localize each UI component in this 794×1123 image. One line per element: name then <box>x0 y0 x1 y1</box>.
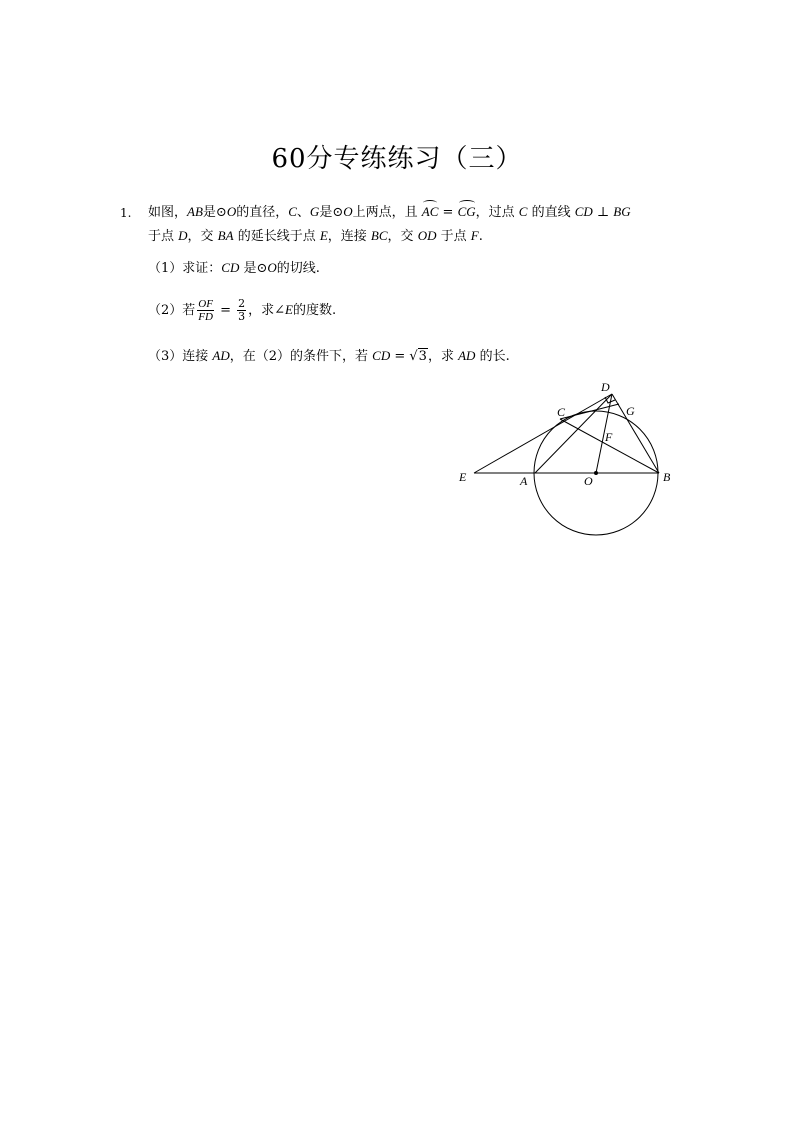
text: 的切线. <box>276 261 320 276</box>
line-bc: BC <box>370 228 388 243</box>
line-cd: CD <box>372 348 391 363</box>
problem-number: 1. <box>120 206 132 220</box>
equals-sign: = <box>438 205 458 220</box>
question-2 <box>148 298 336 323</box>
text: 是 <box>202 205 216 220</box>
equals-sign: = <box>215 303 236 318</box>
text: ，求∠ <box>248 303 286 318</box>
problem-line-2 <box>148 227 483 246</box>
text: ，过点 <box>475 205 519 220</box>
arc-cg: CG <box>457 204 476 219</box>
label-f: F <box>605 430 613 444</box>
text: 是 <box>239 261 257 276</box>
label-d: D <box>601 380 610 394</box>
text: 的度数. <box>292 303 337 318</box>
circle-symbol: ⊙ <box>256 261 268 276</box>
text: 于点 <box>148 229 179 244</box>
text: 是 <box>319 205 333 220</box>
line-ad <box>535 394 612 473</box>
text: 的延长线于点 <box>233 229 320 244</box>
question-3 <box>148 347 510 366</box>
numerator: OF <box>198 298 213 310</box>
sqrt-radicand: 3 <box>418 349 427 364</box>
circle-symbol: ⊙ <box>215 205 227 220</box>
problem-line-1 <box>148 203 631 222</box>
text: 的直径， <box>236 205 289 220</box>
line-bg: BG <box>613 204 631 219</box>
page-title: 60分专练练习（三） <box>271 144 523 174</box>
text: ，交 <box>387 229 418 244</box>
label-a: A <box>520 474 528 488</box>
arc-ac: AC <box>421 204 439 219</box>
text: ，交 <box>187 229 218 244</box>
text: 于点 <box>436 229 471 244</box>
label-o: O <box>584 474 593 488</box>
label-e: E <box>459 470 467 484</box>
question-1 <box>148 259 320 278</box>
line-od: OD <box>417 228 437 243</box>
text: 的长. <box>475 349 510 364</box>
fraction-of-fd <box>197 298 214 323</box>
point-d: D <box>178 228 188 243</box>
label-g: G <box>626 404 635 418</box>
line-cd: CD <box>221 260 240 275</box>
line-bc <box>560 419 659 473</box>
line-ad: AD <box>212 348 230 363</box>
text: ，在（2）的条件下，若 <box>229 349 373 364</box>
text: 的直线 <box>527 205 575 220</box>
point-f: F <box>470 228 479 243</box>
denominator: FD <box>198 311 213 323</box>
text: （2）若 <box>148 303 196 318</box>
geometry-figure <box>440 372 700 547</box>
text: 如图， <box>148 205 188 220</box>
line-ed <box>474 394 612 473</box>
point-o: O <box>267 260 277 275</box>
point-e: E <box>319 228 328 243</box>
point-c: C <box>288 204 297 219</box>
text: . <box>478 229 483 244</box>
point-c: C <box>518 204 528 219</box>
label-c: C <box>557 405 566 419</box>
text: 上两点，且 <box>352 205 422 220</box>
line-ad: AD <box>458 348 476 363</box>
line-bd <box>612 394 659 473</box>
point-o: O <box>343 204 353 219</box>
numerator: 2 <box>238 297 246 310</box>
denominator: 3 <box>238 310 246 323</box>
line-cd: CD <box>574 204 593 219</box>
circle-symbol: ⊙ <box>332 205 344 220</box>
label-b: B <box>663 470 671 484</box>
fraction-two-thirds <box>237 298 246 323</box>
text: （1）求证： <box>148 261 222 276</box>
point-g: G <box>309 204 320 219</box>
perp-symbol: ⊥ <box>592 205 614 220</box>
text: ，求 <box>427 349 459 364</box>
right-angle-mark <box>605 397 615 403</box>
point-e: E <box>285 302 293 317</box>
center-point <box>594 471 598 475</box>
text: 、 <box>296 205 310 220</box>
point-o: O <box>226 204 237 219</box>
equals-sqrt: = √ <box>390 349 418 364</box>
text: ，连接 <box>327 229 371 244</box>
segment-ab: AB <box>187 204 203 219</box>
text: （3）连接 <box>148 349 213 364</box>
line-ba: BA <box>217 228 234 243</box>
